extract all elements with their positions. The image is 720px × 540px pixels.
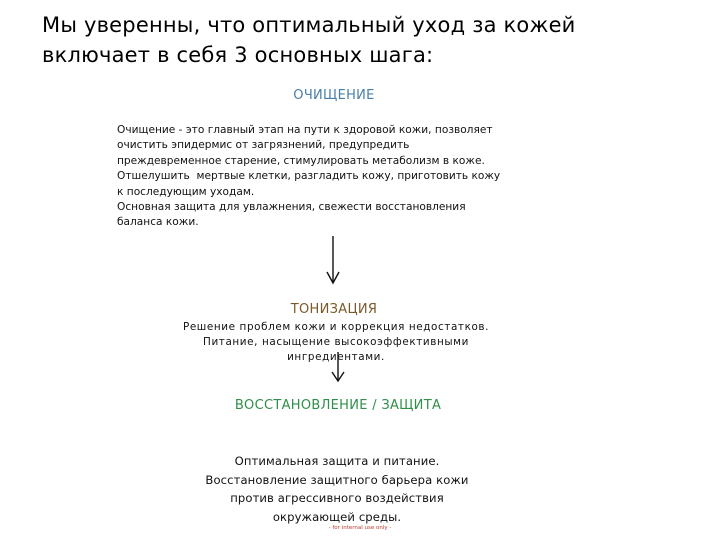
step-heading-toning: ТОНИЗАЦИЯ bbox=[290, 302, 378, 317]
step-heading-restoration: ВОССТАНОВЛЕНИЕ / ЗАЩИТА bbox=[234, 398, 442, 413]
text-line: ингредиентами. bbox=[287, 351, 385, 363]
text-line: Оптимальная защита и питание. bbox=[234, 454, 440, 468]
text-line: Отшелушить мертвые клетки, разгладить кожу, приготовить кожу bbox=[117, 170, 501, 183]
text-line: Питание, насыщение высокоэффективными bbox=[203, 336, 469, 348]
text-line: преждевременное старение, стимулировать метаболизм в коже. bbox=[117, 154, 485, 167]
text-line: окружающей среды. bbox=[272, 509, 402, 524]
step-description-restoration bbox=[176, 452, 498, 526]
text-line: Восстановление защитного барьера кожи bbox=[205, 472, 469, 487]
footer-note: - for internal use only - bbox=[328, 525, 392, 531]
step-heading-cleansing: ОЧИЩЕНИЕ bbox=[293, 88, 375, 103]
page-title: Мы уверенны, что оптимальный уход за кожей включает в себя 3 основных шага: bbox=[42, 13, 576, 67]
arrow-down-icon bbox=[326, 236, 340, 286]
step-description-cleansing bbox=[117, 123, 567, 231]
text-line: Очищение - это главный этап на пути к здоровой кожи, позволяет bbox=[117, 124, 493, 136]
text-line: к последующим уходам. bbox=[117, 185, 255, 198]
text-line: баланса кожи. bbox=[117, 216, 199, 229]
text-line: очистить эпидермис от загрязнений, предупредить bbox=[117, 139, 410, 152]
text-line: Основная защита для увлажнения, свежести восстановления bbox=[117, 201, 466, 214]
text-line: Решение проблем кожи и коррекция недостатков. bbox=[182, 321, 490, 333]
text-line: против агрессивного воздействия bbox=[230, 491, 444, 506]
arrow-down-icon bbox=[331, 352, 345, 384]
